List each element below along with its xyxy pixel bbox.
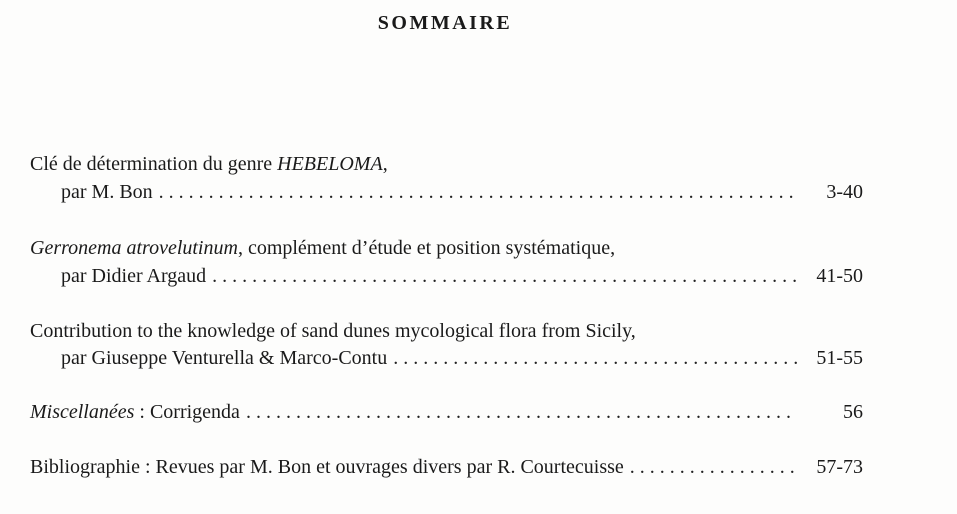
toc-entry-3-pages: 51-55 [816, 347, 863, 369]
toc-entry-2-title [30, 236, 615, 260]
toc-entry-3-author: par Giuseppe Venturella & Marco-Contu [61, 347, 388, 369]
toc-entry-2-pages: 41-50 [816, 265, 863, 287]
toc-entry-1-leader [159, 180, 797, 204]
toc-entry-4-italic: Miscellanées [30, 401, 135, 423]
toc-entry-5-line [30, 455, 863, 479]
toc-entry-1-pages: 3-40 [826, 181, 863, 203]
toc-entry-1-title-end: , [382, 153, 388, 175]
toc-entry-5-title-text: Bibliographie : Revues par M. Bon et ouvrages divers par R. Courtecuisse [30, 456, 624, 478]
toc-entry-4-pages: 56 [843, 401, 863, 423]
toc-entry-5-leader [630, 455, 797, 479]
toc-entry-4-line [30, 400, 863, 424]
toc-entry-2-leader [212, 264, 797, 288]
toc-entry-2-species: Gerronema atrovelutinum [30, 237, 238, 259]
toc-entry-1-author: par M. Bon [61, 181, 153, 203]
toc-entry-4-leader [246, 400, 797, 424]
toc-entry-3-title-text: Contribution to the knowledge of sand dunes mycological flora from Sicily, [30, 320, 636, 342]
toc-entry-2-title-text: , complément d’étude et position systématique, [237, 237, 616, 259]
toc-entry-2-author-line [61, 264, 863, 288]
toc-entry-1-title [30, 152, 388, 176]
toc-entry-1-title-text: Clé de détermination du genre [30, 153, 278, 175]
toc-entry-1-genus: HEBELOMA [277, 153, 383, 175]
page-title: SOMMAIRE [377, 12, 513, 34]
toc-entry-2-author: par Didier Argaud [61, 265, 207, 287]
toc-entry-5-pages: 57-73 [816, 456, 863, 478]
toc-entry-3-leader [393, 346, 797, 370]
toc-entry-3-title [30, 319, 636, 343]
toc-entry-4-title [30, 400, 240, 424]
toc-entry-1-author-line [61, 180, 863, 204]
toc-entry-3-author-line [61, 346, 863, 370]
toc-entry-4-title-text: : Corrigenda [134, 401, 240, 423]
